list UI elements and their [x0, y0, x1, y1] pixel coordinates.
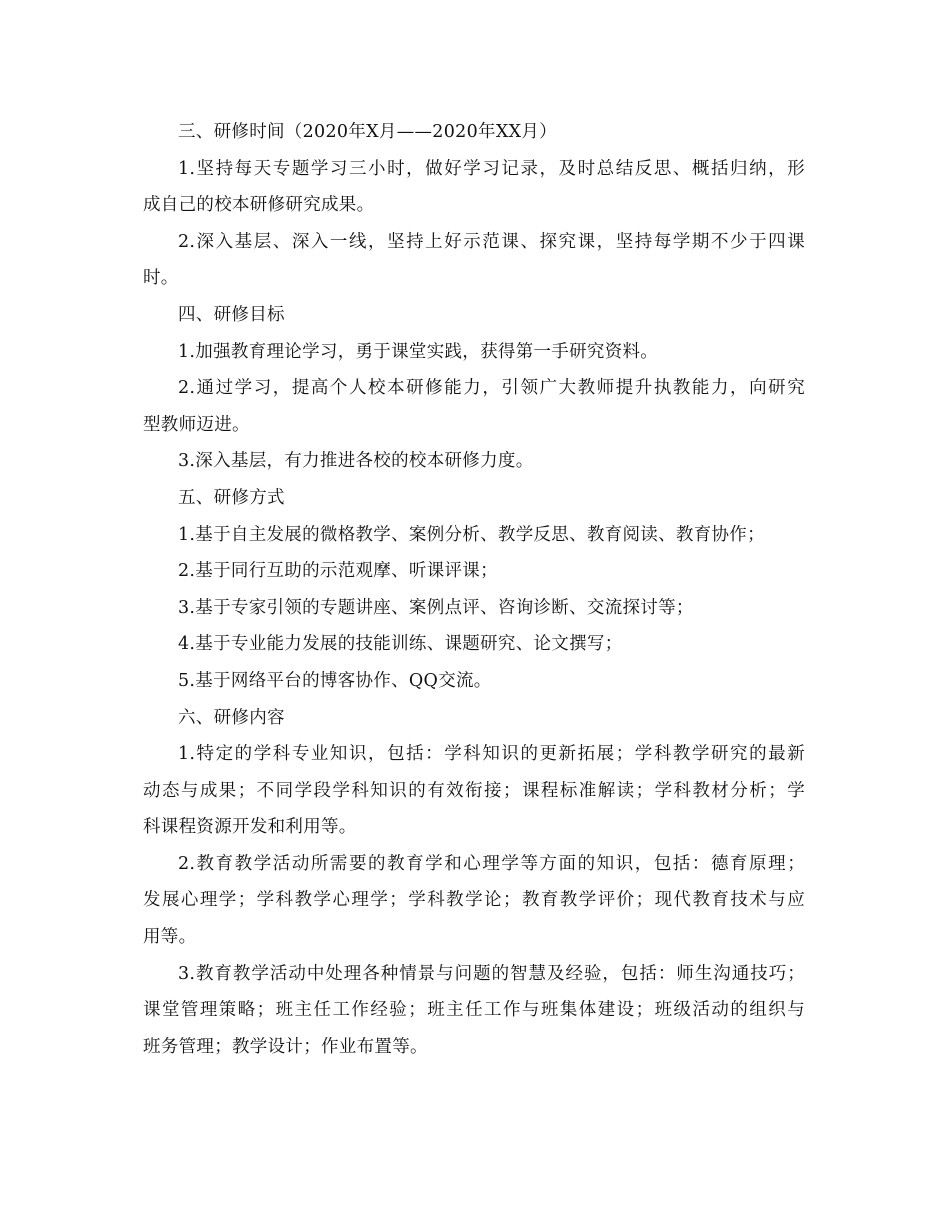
text-line: 动态与成果；不同学段学科知识的有效衔接；课程标准解读；学科教材分析；学 [143, 780, 805, 801]
text-line: 五、研修方式 [178, 487, 285, 508]
text-line: 三、研修时间（2020年X月——2020年XX月） [178, 122, 557, 142]
text-line: 型教师迈进。 [143, 414, 250, 435]
document-body [143, 114, 805, 1065]
text-line: 发展心理学；学科教学心理学；学科教学论；教育教学评价；现代教育技术与应 [143, 890, 805, 911]
text-line: 成自己的校本研修研究成果。 [143, 195, 375, 216]
text-line: 3.基于专家引领的专题讲座、案例点评、咨询诊断、交流探讨等； [178, 597, 694, 618]
text-line: 1.加强教育理论学习，勇于课堂实践，获得第一手研究资料。 [178, 341, 659, 362]
text-line: 1.基于自主发展的微格教学、案例分析、教学反思、教育阅读、教育协作； [178, 524, 765, 545]
text-line: 课堂管理策略；班主任工作经验；班主任工作与班集体建设；班级活动的组织与 [143, 1000, 805, 1021]
text-line: 2.深入基层、深入一线，坚持上好示范课、探究课，坚持每学期不少于四课 [178, 231, 805, 252]
text-line: 科课程资源开发和利用等。 [143, 817, 357, 838]
text-line: 4.基于专业能力发展的技能训练、课题研究、论文撰写； [178, 634, 623, 655]
text-line: 1.坚持每天专题学习三小时，做好学习记录，及时总结反思、概括归纳，形 [178, 158, 805, 179]
text-line: 四、研修目标 [178, 304, 285, 325]
text-line: 时。 [143, 268, 179, 289]
text-line: 2.通过学习，提高个人校本研修能力，引领广大教师提升执教能力，向研究 [178, 378, 805, 399]
text-line: 3.深入基层，有力推进各校的校本研修力度。 [178, 451, 534, 472]
text-line: 六、研修内容 [178, 707, 285, 728]
text-line: 5.基于网络平台的博客协作、QQ交流。 [178, 670, 492, 691]
text-line: 用等。 [143, 927, 197, 948]
text-line: 1.特定的学科专业知识，包括：学科知识的更新拓展；学科教学研究的最新 [178, 744, 805, 765]
text-line: 2.基于同行互助的示范观摩、听课评课； [178, 561, 498, 582]
text-line: 2.教育教学活动所需要的教育学和心理学等方面的知识，包括：德育原理； [178, 853, 805, 874]
text-line: 班务管理；教学设计；作业布置等。 [143, 1036, 428, 1057]
text-line: 3.教育教学活动中处理各种情景与问题的智慧及经验，包括：师生沟通技巧； [178, 963, 805, 984]
